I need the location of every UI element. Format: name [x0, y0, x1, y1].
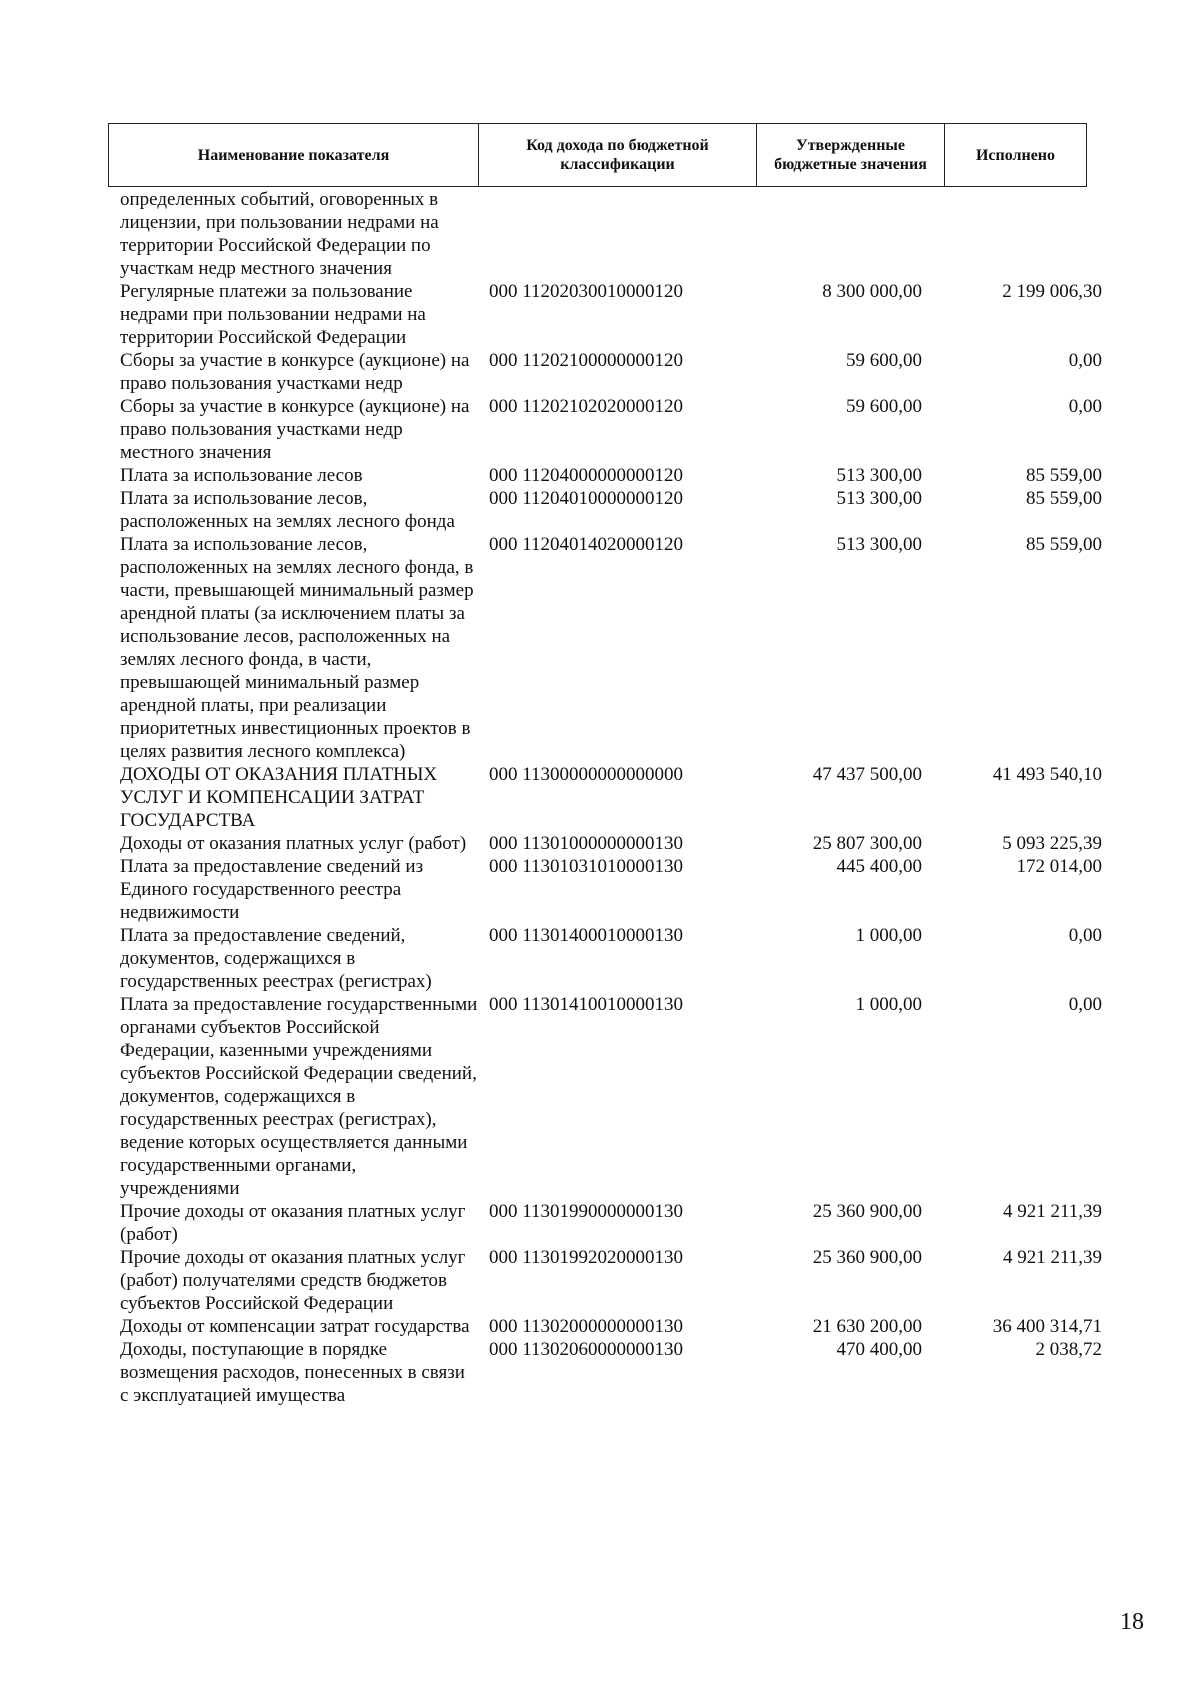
row-code: 000 11301000000000130 — [489, 833, 684, 854]
row-code: 000 11302000000000130 — [489, 1316, 684, 1337]
row-code: 000 11301410010000130 — [489, 994, 684, 1015]
header-approved: Утвержденные бюджетные значения — [757, 124, 945, 187]
row-code: 000 11202030010000120 — [489, 281, 684, 302]
row-code: 000 11300000000000000 — [489, 764, 684, 785]
row-executed: 4 921 211,39 — [1002, 1247, 1102, 1268]
row-name: определенных событий, оговоренных в лицензии, при пользовании недрами на территории Российской Федерации по участкам недр местного значения — [120, 189, 439, 279]
table-row — [108, 924, 1118, 993]
row-name: Плата за предоставление государственными органами субъектов Российской Федерации, казенными учреждениями субъектов Российской Федерации сведений, документов, содержащихся в государственных реестрах (регистрах), ведение которых осуществляется данными государственными органами, учреждениями — [120, 994, 478, 1199]
row-approved: 8 300 000,00 — [822, 281, 922, 302]
table-header — [108, 123, 1087, 187]
header-executed: Исполнено — [945, 124, 1087, 187]
table-row — [108, 993, 1118, 1200]
table-row — [108, 855, 1118, 924]
row-executed: 172 014,00 — [1016, 856, 1102, 877]
row-approved: 25 360 900,00 — [812, 1247, 922, 1268]
row-executed: 0,00 — [1068, 350, 1102, 371]
row-approved: 513 300,00 — [836, 534, 922, 555]
row-executed: 85 559,00 — [1026, 488, 1102, 509]
row-code: 000 11301031010000130 — [489, 856, 684, 877]
row-approved: 25 360 900,00 — [812, 1201, 922, 1222]
row-code: 000 11204014020000120 — [489, 534, 684, 555]
table-row — [108, 188, 1118, 280]
row-executed: 5 093 225,39 — [1002, 833, 1102, 854]
row-name: Плата за предоставление сведений из Единого государственного реестра недвижимости — [120, 856, 424, 923]
row-executed: 4 921 211,39 — [1002, 1201, 1102, 1222]
row-code: 000 11301992020000130 — [489, 1247, 684, 1268]
row-approved: 470 400,00 — [836, 1339, 922, 1360]
row-approved: 1 000,00 — [855, 925, 922, 946]
row-code: 000 11204010000000120 — [489, 488, 684, 509]
row-name: Плата за использование лесов, расположенных на землях лесного фонда — [120, 488, 455, 532]
row-executed: 2 199 006,30 — [1002, 281, 1102, 302]
row-executed: 41 493 540,10 — [992, 764, 1102, 785]
row-code: 000 11202102020000120 — [489, 396, 684, 417]
row-name: Доходы от компенсации затрат государства — [120, 1316, 470, 1337]
table-row — [108, 1246, 1118, 1315]
table-row — [108, 280, 1118, 349]
row-approved: 513 300,00 — [836, 488, 922, 509]
table-row — [108, 349, 1118, 395]
row-name: Сборы за участие в конкурсе (аукционе) на право пользования участками недр — [120, 350, 470, 394]
table-row — [108, 533, 1118, 763]
page-number: 18 — [1120, 1609, 1144, 1635]
row-code: 000 11302060000000130 — [489, 1339, 684, 1360]
row-approved: 445 400,00 — [836, 856, 922, 877]
row-code: 000 11301400010000130 — [489, 925, 684, 946]
row-name: Плата за предоставление сведений, документов, содержащихся в государственных реестрах (регистрах) — [120, 925, 432, 992]
table-body — [108, 188, 1118, 1407]
row-executed: 0,00 — [1068, 994, 1102, 1015]
table-row — [108, 464, 1118, 487]
row-approved: 1 000,00 — [855, 994, 922, 1015]
table-row — [108, 763, 1118, 832]
row-name: Доходы от оказания платных услуг (работ) — [120, 833, 467, 854]
row-name: ДОХОДЫ ОТ ОКАЗАНИЯ ПЛАТНЫХ УСЛУГ И КОМПЕНСАЦИИ ЗАТРАТ ГОСУДАРСТВА — [120, 764, 438, 831]
header-name: Наименование показателя — [109, 124, 479, 187]
row-approved: 47 437 500,00 — [812, 764, 922, 785]
row-code: 000 11301990000000130 — [489, 1201, 684, 1222]
row-code: 000 11204000000000120 — [489, 465, 684, 486]
header-code: Код дохода по бюджетной классификации — [479, 124, 757, 187]
row-name: Доходы, поступающие в порядке возмещения расходов, понесенных в связи с эксплуатацией имущества — [120, 1339, 465, 1406]
row-name: Плата за использование лесов, расположенных на землях лесного фонда, в части, превышающей минимальный размер арендной платы (за исключением платы за использование лесов, расположенных на землях лесного фонда, в части, превышающей минимальный размер арендной платы, при реализации приоритетных инвестиционных проектов в целях развития лесного комплекса) — [120, 534, 474, 762]
table-row — [108, 1200, 1118, 1246]
row-executed: 85 559,00 — [1026, 465, 1102, 486]
table-row — [108, 487, 1118, 533]
row-name: Плата за использование лесов — [120, 465, 363, 486]
row-executed: 2 038,72 — [1035, 1339, 1102, 1360]
row-name: Сборы за участие в конкурсе (аукционе) на право пользования участками недр местного значения — [120, 396, 470, 463]
row-executed: 85 559,00 — [1026, 534, 1102, 555]
table-row — [108, 1315, 1118, 1338]
row-approved: 25 807 300,00 — [812, 833, 922, 854]
table-row — [108, 1338, 1118, 1407]
row-name: Прочие доходы от оказания платных услуг (работ) — [120, 1201, 466, 1245]
row-approved: 21 630 200,00 — [812, 1316, 922, 1337]
row-approved: 59 600,00 — [846, 396, 922, 417]
row-executed: 36 400 314,71 — [992, 1316, 1102, 1337]
row-approved: 513 300,00 — [836, 465, 922, 486]
table-row — [108, 832, 1118, 855]
table-row — [108, 395, 1118, 464]
row-name: Прочие доходы от оказания платных услуг (работ) получателями средств бюджетов субъектов Российской Федерации — [120, 1247, 466, 1314]
row-executed: 0,00 — [1068, 396, 1102, 417]
row-name: Регулярные платежи за пользование недрами при пользовании недрами на территории Российской Федерации — [120, 281, 426, 348]
row-code: 000 11202100000000120 — [489, 350, 684, 371]
row-approved: 59 600,00 — [846, 350, 922, 371]
row-executed: 0,00 — [1068, 925, 1102, 946]
